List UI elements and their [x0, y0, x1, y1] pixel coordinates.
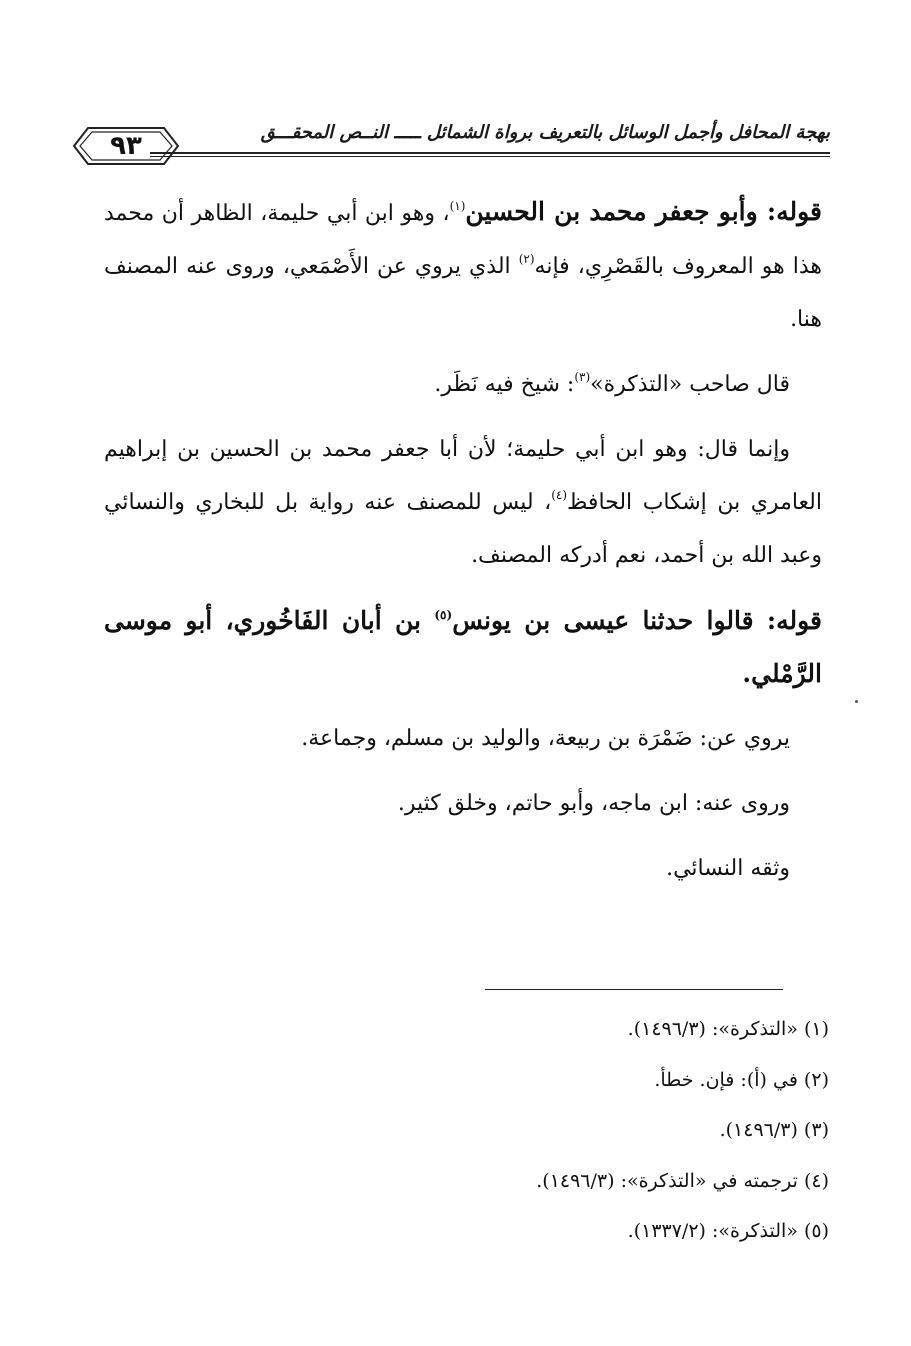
running-header	[70, 118, 830, 182]
page-number-badge	[70, 122, 182, 170]
paragraph-1-text-b: الذي يروي عن الأَصْمَعي، وروى عنه المصنف هنا.	[104, 254, 822, 332]
page-number: ٩٣	[110, 131, 142, 161]
quote-lead-1: قوله: وأبو جعفر محمد بن الحسين	[465, 197, 822, 226]
paragraph-1-text-a: ، وهو ابن أبي حليمة، الظاهر أن محمد هذا هو المعروف بالقَصْرِي، فإنه	[104, 201, 823, 279]
paragraph-2-text-b: : شيخ فيه نَظَر.	[434, 372, 575, 397]
paragraph-4	[104, 594, 822, 700]
footnote-1: (١) «التذكرة»: (١٤٩٦/٣).	[627, 1018, 829, 1040]
paragraph-2	[104, 358, 822, 411]
paragraph-4-text-a: قوله: قالوا حدثنا عيسى بن يونس	[452, 606, 823, 635]
paragraph-3	[104, 423, 822, 582]
paragraph-5: يروي عن: ضَمْرَة بن ربيعة، والوليد بن مسلم، وجماعة.	[301, 726, 790, 751]
footnote-2: (٢) في (أ): فإن. خطأ.	[654, 1068, 829, 1091]
footnote-ref-4: (٤)	[551, 488, 568, 502]
footnote-ref-2: (٢)	[518, 252, 535, 266]
footnote-ref-5: (٥)	[434, 608, 453, 622]
paragraph-1	[104, 185, 822, 346]
footnote-separator	[485, 989, 783, 990]
paragraph-2-text-a: قال صاحب «التذكرة»	[590, 372, 790, 397]
running-title: بهجة المحافل وأجمل الوسائل بالتعريف برواة الشمائل ـــــ النــص المحقـــق	[260, 122, 830, 143]
header-rule	[150, 152, 830, 157]
paragraph-6: وروى عنه: ابن ماجه، وأبو حاتم، وخلق كثير.	[397, 791, 790, 816]
footnotes	[229, 1004, 829, 1257]
print-speck	[855, 700, 858, 703]
main-text	[104, 185, 822, 895]
paragraph-3-text-b: ، ليس للمصنف عنه رواية بل للبخاري والنسائي وعبد الله بن أحمد، نعم أدركه المصنف.	[104, 490, 822, 568]
footnote-ref-1: (١)	[449, 199, 466, 213]
paragraph-3-text-a: وإنما قال: وهو ابن أبي حليمة؛ لأن أبا جعفر محمد بن الحسين بن إبراهيم العامري بن إشكاب الحافظ	[104, 437, 822, 515]
paragraph-4-text-b: بن أبان الفَاخُوري، أبو موسى الرَّمْلي.	[104, 606, 822, 688]
footnote-ref-3: (٣)	[574, 370, 591, 384]
paragraph-7: وثقه النسائي.	[666, 856, 790, 881]
footnote-5: (٥) «التذكرة»: (١٣٣٧/٢).	[627, 1220, 829, 1242]
footnote-4: (٤) ترجمته في «التذكرة»: (١٤٩٦/٣).	[536, 1169, 829, 1192]
footnote-3: (٣) (١٤٩٦/٣).	[719, 1119, 829, 1141]
